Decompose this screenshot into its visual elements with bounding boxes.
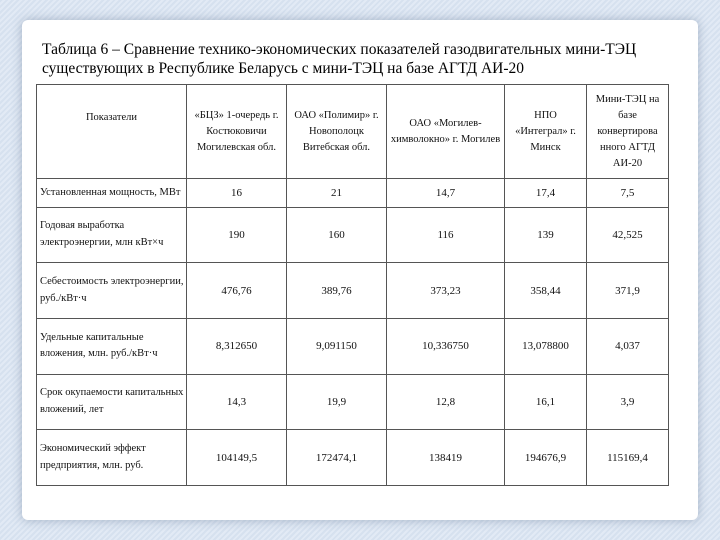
table-cell: 10,336750 xyxy=(387,318,505,374)
header-row xyxy=(37,85,669,179)
row-label: Срок окупаемости капитальных вложений, лет xyxy=(37,374,187,430)
table-cell: 160 xyxy=(287,207,387,263)
row-label: Годовая выработка электроэнергии, млн кВт×ч xyxy=(37,207,187,263)
indicator-header: Показатели xyxy=(37,85,187,179)
table-cell: 12,8 xyxy=(387,374,505,430)
table-cell: 190 xyxy=(187,207,287,263)
table-cell: 7,5 xyxy=(587,179,669,208)
table-cell: 9,091150 xyxy=(287,318,387,374)
table-cell: 138419 xyxy=(387,430,505,486)
table-row xyxy=(37,179,669,208)
table-cell: 13,078800 xyxy=(505,318,587,374)
table-cell: 16 xyxy=(187,179,287,208)
row-label: Экономический эффект предприятия, млн. руб. xyxy=(37,430,187,486)
table-cell: 8,312650 xyxy=(187,318,287,374)
row-label: Установленная мощность, МВт xyxy=(37,179,187,208)
table-cell: 16,1 xyxy=(505,374,587,430)
table-row xyxy=(37,430,669,486)
table-row xyxy=(37,318,669,374)
table-cell: 19,9 xyxy=(287,374,387,430)
column-header: Мини-ТЭЦ на базе конвертирова нного АГТД АИ-20 xyxy=(587,85,669,179)
table-title: Таблица 6 – Сравнение технико-экономических показателей газодвигательных мини-ТЭЦ существующих в Республике Беларусь с мини-ТЭЦ на базе АГТД АИ-20 xyxy=(42,41,637,77)
table-cell: 3,9 xyxy=(587,374,669,430)
table-cell: 194676,9 xyxy=(505,430,587,486)
table-cell: 172474,1 xyxy=(287,430,387,486)
table-cell: 139 xyxy=(505,207,587,263)
table-cell: 14,7 xyxy=(387,179,505,208)
table-cell: 4,037 xyxy=(587,318,669,374)
column-header: «БЦЗ» 1-очередь г. Костюковичи Могилевская обл. xyxy=(187,85,287,179)
row-label: Удельные капитальные вложения, млн. руб./кВт·ч xyxy=(37,318,187,374)
comparison-table xyxy=(36,84,669,486)
table-cell: 358,44 xyxy=(505,263,587,319)
table-cell: 116 xyxy=(387,207,505,263)
table-cell: 14,3 xyxy=(187,374,287,430)
table-row xyxy=(37,263,669,319)
table-cell: 371,9 xyxy=(587,263,669,319)
table-cell: 476,76 xyxy=(187,263,287,319)
table-row xyxy=(37,374,669,430)
row-label: Себестоимость электроэнергии, руб./кВт·ч xyxy=(37,263,187,319)
table-row xyxy=(37,207,669,263)
column-header: НПО «Интеграл» г. Минск xyxy=(505,85,587,179)
table-cell: 17,4 xyxy=(505,179,587,208)
table-cell: 104149,5 xyxy=(187,430,287,486)
table-cell: 42,525 xyxy=(587,207,669,263)
table-cell: 373,23 xyxy=(387,263,505,319)
table-cell: 389,76 xyxy=(287,263,387,319)
table-cell: 115169,4 xyxy=(587,430,669,486)
column-header: ОАО «Могилев-химволокно» г. Могилев xyxy=(387,85,505,179)
table-cell: 21 xyxy=(287,179,387,208)
column-header: ОАО «Полимир» г. Новополоцк Витебская обл. xyxy=(287,85,387,179)
